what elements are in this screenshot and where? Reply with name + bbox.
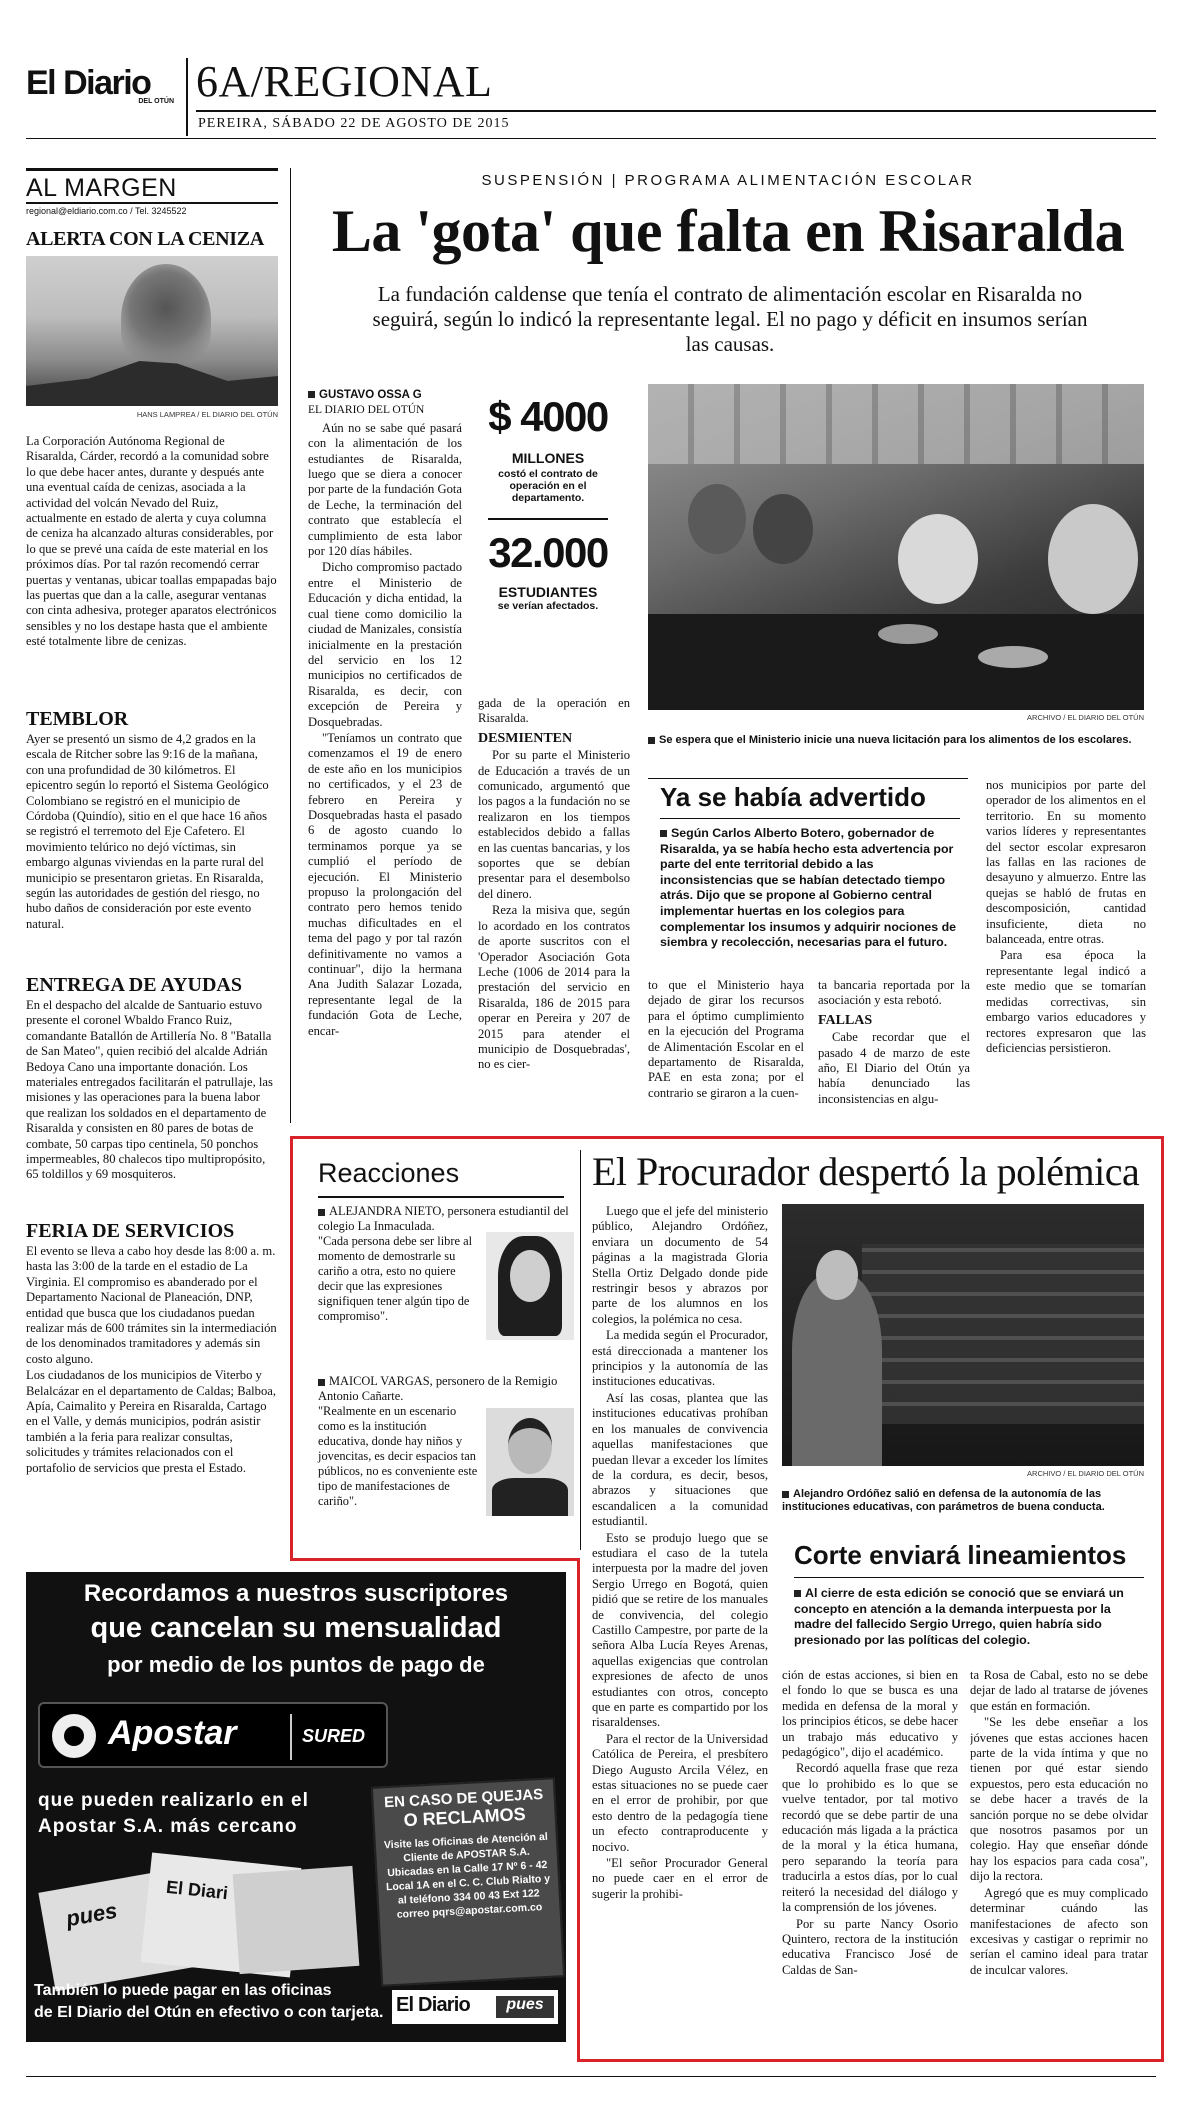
ceniza-title: ALERTA CON LA CENIZA (26, 228, 264, 250)
child-figure-2 (753, 494, 813, 564)
procurador-photo-credit: ARCHIVO / EL DIARIO DEL OTÚN (1027, 1469, 1144, 1478)
highlight-border-left-upper (290, 1136, 293, 1561)
corte-bullet (794, 1590, 801, 1597)
feria-title: FERIA DE SERVICIOS (26, 1220, 235, 1242)
ad-line-1: Recordamos a nuestros suscriptores (83, 1580, 509, 1607)
temblor-title: TEMBLOR (26, 708, 129, 730)
main-c2-p1: Por su parte el Ministerio de Educación a través de un comunicado, argumentó que los pagos a la fundación no se realizaron en los tiempos establecidos debido a fallas en las cuentas bancarias, y los soportes que se debían presentar para el desembolso del dinero. (478, 748, 630, 901)
stat1-unit: MILLONES (511, 450, 585, 466)
stat2-unit: ESTUDIANTES (498, 584, 598, 600)
portrait-2-face (508, 1418, 552, 1474)
apostar-logo (38, 1702, 388, 1768)
plate-2 (978, 646, 1048, 668)
sidebar-contact[interactable]: regional@eldiario.com.co / Tel. 3245522 (26, 206, 187, 216)
students-eating-photo (648, 384, 1144, 710)
feria-body (26, 1244, 278, 1544)
main-deck: La fundación caldense que tenía el contrato de alimentación escolar en Risaralda no seguirá, según lo indicó la representante legal. El no pago y déficit en insumos serían las causas. (372, 282, 1088, 356)
sidebar-top-rule (26, 168, 278, 171)
ayudas-body (26, 998, 278, 1214)
reaction-1-role: personera estudiantil del colegio La Inmaculada. (318, 1204, 569, 1233)
masthead-rule (196, 110, 1156, 112)
proc-c1-p4: Esto se produjo luego que se estudiara el caso de la tutela interpuesta por la madre del joven Sergio Urrego en Bogotá, quien pidió que se retire de los manuales de convivencia, del colegio Castillo Campestre, por parte de la señora Alba Lucía Reyes Arenas, aquellas exigencias que controlan expresiones de afecto de unos estudiantes con otros, concepto que en parte es compartido por los risaraldenses. (592, 1530, 768, 1730)
reaction-1 (318, 1204, 576, 1366)
newspaper-masthead-1: El Diari (165, 1876, 229, 1904)
procurador-photo-caption (782, 1488, 1152, 1514)
main-column-5 (986, 778, 1146, 1123)
corte-lead-text: Al cierre de esta edición se conoció que se enviará un concepto en atención a la demanda interpuesta por la madre del fallecido Sergio Urrego, quien habría sido presionado por las políticas del colegio. (794, 1586, 1124, 1647)
reaction-2-bullet (318, 1379, 325, 1386)
main-c2-p2: Reza la misiva que, según lo acordado en los contratos de aporte suscritos con el 'Operador Asociación Gota Leche (1006 de 2014 para la prestación del servicio en Risaralda, 186 de 2015 para operar en Pereira y 207 de 2015 para atender el municipio de Dosquebradas', no es cier- (478, 903, 630, 1072)
page-bottom-rule (26, 2076, 1156, 2077)
footer-logo-pues: pues (496, 1996, 554, 2018)
volcano-photo (26, 256, 278, 406)
ad-footer-logos (392, 1990, 558, 2024)
newspaper-masthead-2: pues (64, 1897, 120, 1932)
main-c4-p1: Cabe recordar que el pasado 4 de marzo de este año, El Diario del Otún ya había denunciado las inconsistencias en algu- (818, 1030, 970, 1106)
portrait-1-face (510, 1250, 550, 1302)
masthead-bottom-rule (26, 138, 1156, 139)
main-c2-top: gada de la operación en Risaralda. (478, 696, 630, 726)
corte-title-rule (794, 1577, 1144, 1578)
child-figure-1 (688, 484, 746, 554)
child-figure-4 (1048, 504, 1138, 614)
child-figure-3 (898, 514, 978, 604)
reacciones-column-rule (580, 1150, 581, 1550)
sidebar-header-rule (26, 202, 278, 204)
caption-bullet (648, 737, 655, 744)
apostar-ad[interactable] (26, 1572, 566, 2042)
kicker-separator: | (611, 172, 625, 189)
proc-c1-p3: Así las cosas, plantea que las instituciones educativas prohíban en los manuales de convivencia aquellas manifestaciones que puedan llevar a exceder los límites de la cordura, es decir, besos, abrazos y situaciones que escandalicen a la comunidad estudiantil. (592, 1390, 768, 1529)
stat2-desc: se verían afectados. (497, 600, 599, 612)
highlight-border-top (290, 1136, 1164, 1139)
complaints-title-1: EN CASO DE QUEJAS (383, 1785, 544, 1812)
ad-line-4: que pueden realizarlo en el (38, 1790, 309, 1811)
highlight-border-left-lower (577, 1560, 580, 2062)
reaction-2 (318, 1374, 576, 1544)
ceniza-text: La Corporación Autónoma Regional de Risaralda, Cárder, recordó a la comunidad sobre lo que debe hacer antes, durante y después ante una eventual caída de cenizas, asociada a la actividad del volcán Nevado del Ruiz, actualmente en estado de alerta y cuya columna de ceniza ha alcanzado alturas considerables, por lo que se prevé una caída de este material en los próximos días. Por tal razón recomendó cerrar puertas y ventanas, ubicar toallas empapadas bajo las puertas que dan a la calle, asegurar ventanas con cinta adhesiva, proteger aparatos electrónicos sensibles y no los destape hasta que el ambiente esté totalmente libre de cenizas. (26, 434, 277, 649)
reaction-1-attribution (318, 1204, 576, 1234)
complaints-box (371, 1777, 565, 1986)
ad-line-3: por medio de los puntos de pago de (107, 1652, 485, 1677)
main-headline: La 'gota' que falta en Risaralda (331, 198, 1125, 264)
proc-c2-p3: Por su parte Nancy Osorio Quintero, rectora de la institución educativa Francisco José de Caldas de San- (782, 1916, 958, 1977)
procurador-photo (782, 1204, 1144, 1466)
masthead-divider (186, 58, 188, 136)
sidebar-column-rule (290, 168, 291, 1123)
stat1-value: $ 4000 (488, 393, 608, 440)
stats-divider (488, 518, 608, 520)
mountain-shape (26, 356, 278, 406)
main-c4-top: ta bancaria reportada por la asociación y esta rebotó. (818, 978, 970, 1008)
main-c1-p3: "Teníamos un contrato que comenzamos el 19 de enero de este año en los municipios no certificados, y el 23 de febrero en Pereira y Dosquebradas hasta el pasado 6 de agosto cuando lo terminamos porque ya se cumplió el período de ejecución. El Ministerio propuso la prolongación del contrato pero hemos tenido muchas dificultades en el tema del pago y por tal razón definitivamente no vamos a continuar", dijo la hermana Ana Judith Salazar Lozada, representante legal de la fundación Gota de Leche, encar- (308, 730, 462, 1038)
apostar-logo-text: Apostar (108, 1714, 237, 1752)
apostar-logo-icon-inner (64, 1726, 84, 1746)
temblor-text: Ayer se presentó un sismo de 4,2 grados en la escala de Ritcher sobre las 9:16 de la mañana, con una profundidad de 30 kilómetros. El epicentro según lo reportó el Sistema Geológico Colombiano se registró en el municipio de Córdoba (Quindío), sitio en el que hace 16 años se registró el terremoto del Eje Cafetero. El movimiento telúrico no dejó víctimas, sin embargo algunas viviendas en la parte rural del municipio se presentaron grietas. En Risaralda, según las autoridades de gestión del riesgo, no hubo daños de consideración por este evento natural. (26, 732, 269, 931)
sured-logo-text: SURED (302, 1726, 366, 1746)
reaction-1-quote: "Cada persona debe ser libre al momento de demostrarle su cariño a otra, esto no quiere decir que las expresiones signifiquen tener algún tipo de compromiso". (318, 1234, 473, 1323)
advertido-top-rule (648, 778, 968, 779)
sidebar (26, 168, 278, 1558)
reaction-2-portrait (486, 1408, 574, 1516)
wall-window (648, 384, 1144, 464)
reaction-2-name: MAICOL VARGAS, (329, 1374, 433, 1388)
newspaper-3 (233, 1866, 360, 1974)
proc-c3-p3: Agregó que es muy complicado determinar cuándo las manifestaciones de afecto son excesivas y castigar o reprimir no serían el camino ideal para tratar de inculcar valores. (970, 1885, 1148, 1977)
masthead-logo[interactable] (26, 66, 174, 105)
procurador-column-1 (592, 1204, 768, 2050)
main-column-2 (478, 696, 630, 1121)
feria-text-1: El evento se lleva a cabo hoy desde las 8:00 a. m. hasta las 3:00 de la tarde en el estadio de La Virginia. El compromiso es abanderado por el Departamento Nacional de Planeación, DNP, entidad que busca que los ciudadanos puedan realizar más de 600 trámites sin la intermediación de los denominados tramitadores y además sin costo alguno. (26, 1244, 277, 1366)
advertido-lead-text: Según Carlos Alberto Botero, gobernador de Risaralda, ya se había hecho esta advertencia por parte del ente territorial debido a las inconsistencias que se habían detectado tiempo atrás. Dijo que se propone al Gobierno central implementar huertas en los colegios para complementar los insumos y adquirir nociones de siembra y recolección, necesarias para el futuro. (660, 826, 957, 950)
complaints-title-2: O RECLAMOS (403, 1803, 527, 1831)
ad-footer-1: También lo puede pagar en las oficinas (34, 1982, 332, 1999)
logo-subtext: DEL OTÚN (138, 98, 174, 105)
ad-line-2: que cancelan su mensualidad (90, 1612, 502, 1644)
highlight-border-right (1161, 1136, 1164, 2062)
proc-c1-p6: "El señor Procurador General no puede caer en el error de sugerir la prohibi- (592, 1856, 768, 1901)
plate-1 (878, 624, 938, 644)
highlight-border-mid (290, 1558, 580, 1561)
apostar-logo-divider (290, 1714, 292, 1760)
sidebar-header: AL MARGEN (26, 174, 177, 202)
masthead (26, 58, 1156, 138)
logo-text: El Diario (26, 64, 151, 102)
stat1-desc: costó el contrato de operación en el departamento. (498, 468, 598, 504)
main-c5-p2: Para esa época la representante legal indicó a este medio que se tomarían medidas correctivas, sin embargo varios educadores y rectores expresaron que las deficiencias persistieron. (986, 948, 1146, 1055)
reacciones-rule (318, 1196, 564, 1198)
corte-title: Corte enviará lineamientos (794, 1540, 1127, 1570)
complaints-body: Visite las Oficinas de Atención al Cliente de APOSTAR S.A. Ubicadas en la Calle 17 Nº 6 - 42 Local 1A en el C. C. Club Rialto y al teléfono 334 00 43 Ext 122 correo pqrs@apostar.com.co (383, 1830, 551, 1921)
main-column-3 (648, 978, 804, 1123)
proc-c2-p2: Recordó aquella frase que reza que lo prohibido es lo que se vuelve tentador, por tal motivo recordó que se debe partir de una educación más ligada a la práctica de la moral y la ética humana, pero separando la teoría para traducirla a estos días, por lo cual reiteró la necesidad del diálogo y la comprensión de los jóvenes. (782, 1761, 958, 1915)
temblor-body (26, 732, 278, 964)
proc-c3-p1: ta Rosa de Cabal, esto no se debe dejar de lado al tratarse de jóvenes que están en formación. (970, 1668, 1148, 1713)
ad-line-5: Apostar S.A. más cercano (38, 1816, 298, 1837)
byline (308, 388, 462, 403)
stats-box (474, 388, 622, 686)
proc-c3-p2: "Se les debe enseñar a los jóvenes que estas acciones hacen parte de la vida íntima y que no tienen por qué estar siendo expuestos, pero esta educación no se debe hacer a través de la sanción porque no se debe olvidar que nosotros pasamos por un colegio. Hay que enseñar dónde hay los espacios para cada cosa", dijo la rectora. (970, 1715, 1148, 1884)
advertido-title-rule (660, 818, 960, 819)
desmienten-subhead: DESMIENTEN (478, 730, 573, 746)
main-column-1 (308, 388, 462, 1113)
speaker-head (816, 1250, 858, 1300)
reaction-1-portrait (486, 1232, 574, 1340)
main-photo-caption (648, 734, 1144, 747)
procurador-caption-text: Alejandro Ordóñez salió en defensa de la autonomía de las instituciones educativas, con parámetros de buena conducta. (782, 1488, 1105, 1513)
reaction-2-attribution (318, 1374, 576, 1404)
fallas-subhead: FALLAS (818, 1012, 873, 1028)
main-c5-p1: nos municipios por parte del operador de los alimentos en el territorio. En su momento varios líderes y representantes del sector escolar expresaron las fallas en las raciones de desayuno y almuerzo. Entre las quejas se habló de frutas en descomposición, cantidad insuficiente, dieta no balanceada, entre otras. (986, 778, 1146, 947)
byline-org: EL DIARIO DEL OTÚN (308, 404, 425, 417)
page-section: 6A/REGIONAL (196, 57, 493, 106)
advertido-lead (660, 826, 960, 951)
reaction-2-role: personero de la Remigio Antonio Cañarte. (318, 1374, 558, 1403)
ad-footer-2: de El Diario del Otún en efectivo o con tarjeta. (34, 2004, 384, 2021)
volcano-photo-credit: HANS LAMPREA / EL DIARIO DEL OTÚN (136, 410, 278, 419)
portrait-2-suit (492, 1478, 568, 1516)
main-c1-p1: Aún no se sabe qué pasará con la alimentación de los estudiantes de Risaralda, luego que se diera a conocer por parte de la fundación Gota de Leche, la terminación del contrato que establecía el cumplimiento de esta labor por 120 días hábiles. (308, 420, 462, 559)
ayudas-title: ENTREGA DE AYUDAS (26, 974, 242, 996)
ceniza-body (26, 434, 278, 700)
speaker-figure (792, 1274, 882, 1466)
main-column-4 (818, 978, 970, 1123)
corte-lead (794, 1586, 1144, 1648)
kicker (300, 172, 1156, 189)
main-photo-caption-text: Se espera que el Ministerio inicie una nueva licitación para los alimentos de los escolares. (659, 734, 1132, 746)
reaction-1-name: ALEJANDRA NIETO, (329, 1204, 445, 1218)
kicker-topic: PROGRAMA ALIMENTACIÓN ESCOLAR (624, 172, 975, 189)
footer-logo-diario: El Diario (396, 1994, 470, 2016)
stat2-value: 32.000 (488, 529, 608, 576)
proc-c2-p1: ción de estas acciones, si bien en el fondo lo que se busca es una medida en defensa de la moral y los principios éticos, se debe hacer un trabajo más educativo y pedagógico", dijo el académico. (782, 1668, 958, 1760)
highlight-border-bottom (577, 2059, 1164, 2062)
main-photo-credit: ARCHIVO / EL DIARIO DEL OTÚN (1027, 713, 1144, 722)
byline-bullet (308, 391, 315, 398)
byline-name: GUSTAVO OSSA G (319, 389, 422, 401)
ash-plume (121, 264, 211, 374)
newspapers-stack (46, 1850, 366, 1990)
proc-c1-p2: La medida según el Procurador, está direccionada a mantener los principios y la autonomía de las instituciones educativas. (592, 1328, 768, 1389)
procurador-column-3 (970, 1668, 1148, 2050)
procurador-headline: El Procurador despertó la polémica (592, 1149, 1140, 1194)
feria-text-2: Los ciudadanos de los municipios de Viterbo y Belalcázar en el departamento de Caldas; Balboa, Apía, Caimalito y Pereira en Risaralda, Cartago en el Valle, y demás municipios, podrán asistir también a la feria para realizar consultas, solicitudes y trámites relacionados con el portafolio de servicios que presta el Estado. (26, 1368, 277, 1475)
kicker-section: SUSPENSIÓN (481, 172, 605, 189)
ayudas-text: En el despacho del alcalde de Santuario estuvo presente el coronel Wbaldo Franco Ruiz, comandante Batallón de Artillería No. 8 "Batalla de San Mateo", quien recibió del alcalde Adrián Bedoya Cano una importante donación. Los materiales entregados facilitarán el patrullaje, las misiones y las operaciones para la buena labor que realizan los soldados en el departamento de Risaralda y consisten en 80 pares de botas de combate, 50 carpas tipo centinela, 50 ponchos impermeables, 80 chalecos tipo multipropósito, 65 toldillos y 69 mosquiteros. (26, 998, 273, 1182)
main-c1-p2: Dicho compromiso pactado entre el Ministerio de Educación y dicha entidad, la cual tiene como domicilio la ciudad de Manizales, consistía inicialmente en la prestación del servicio en los 12 municipios no certificados de Risaralda, es decir, con excepción de Pereira y Dosquebradas. (308, 560, 462, 729)
reaction-1-bullet (318, 1209, 325, 1216)
proc-caption-bullet (782, 1491, 789, 1498)
procurador-column-2 (782, 1668, 958, 2050)
advertido-title: Ya se había advertido (660, 782, 926, 812)
proc-c1-p5: Para el rector de la Universidad Católica de Pereira, el presbítero Diego Augusto Arcila Vélez, en estas situaciones no se puede caer en el error de prohibir, por que esto dentro de la pedagogía tiene un efecto contraproducente y nocivo. (592, 1731, 768, 1854)
audience-rows (862, 1244, 1144, 1424)
reaction-2-quote: "Realmente en un escenario como es la institución educativa, donde hay niños y jovencitas, es decir espacios tan públicos, no es conveniente este tipo de manifestaciones de cariño". (318, 1404, 478, 1508)
dateline: PEREIRA, SÁBADO 22 DE AGOSTO DE 2015 (198, 116, 510, 131)
proc-c1-p1: Luego que el jefe del ministerio público, Alejandro Ordóñez, enviara un documento de 54 páginas a la magistrada Gloria Stella Ortiz Delgado donde pide restringir besos y abrazos por parte de los alumnos en los colegios, la polémica no cesa. (592, 1204, 768, 1326)
main-c3-p1: to que el Ministerio haya dejado de girar los recursos para el óptimo cumplimiento en la ejecución del Programa de Alimentación Escolar en el departamento de Risaralda, PAE en esta zona; por el contrario se giraron a la cuen- (648, 978, 804, 1100)
advertido-bullet (660, 830, 667, 837)
reacciones-title: Reacciones (318, 1158, 460, 1188)
